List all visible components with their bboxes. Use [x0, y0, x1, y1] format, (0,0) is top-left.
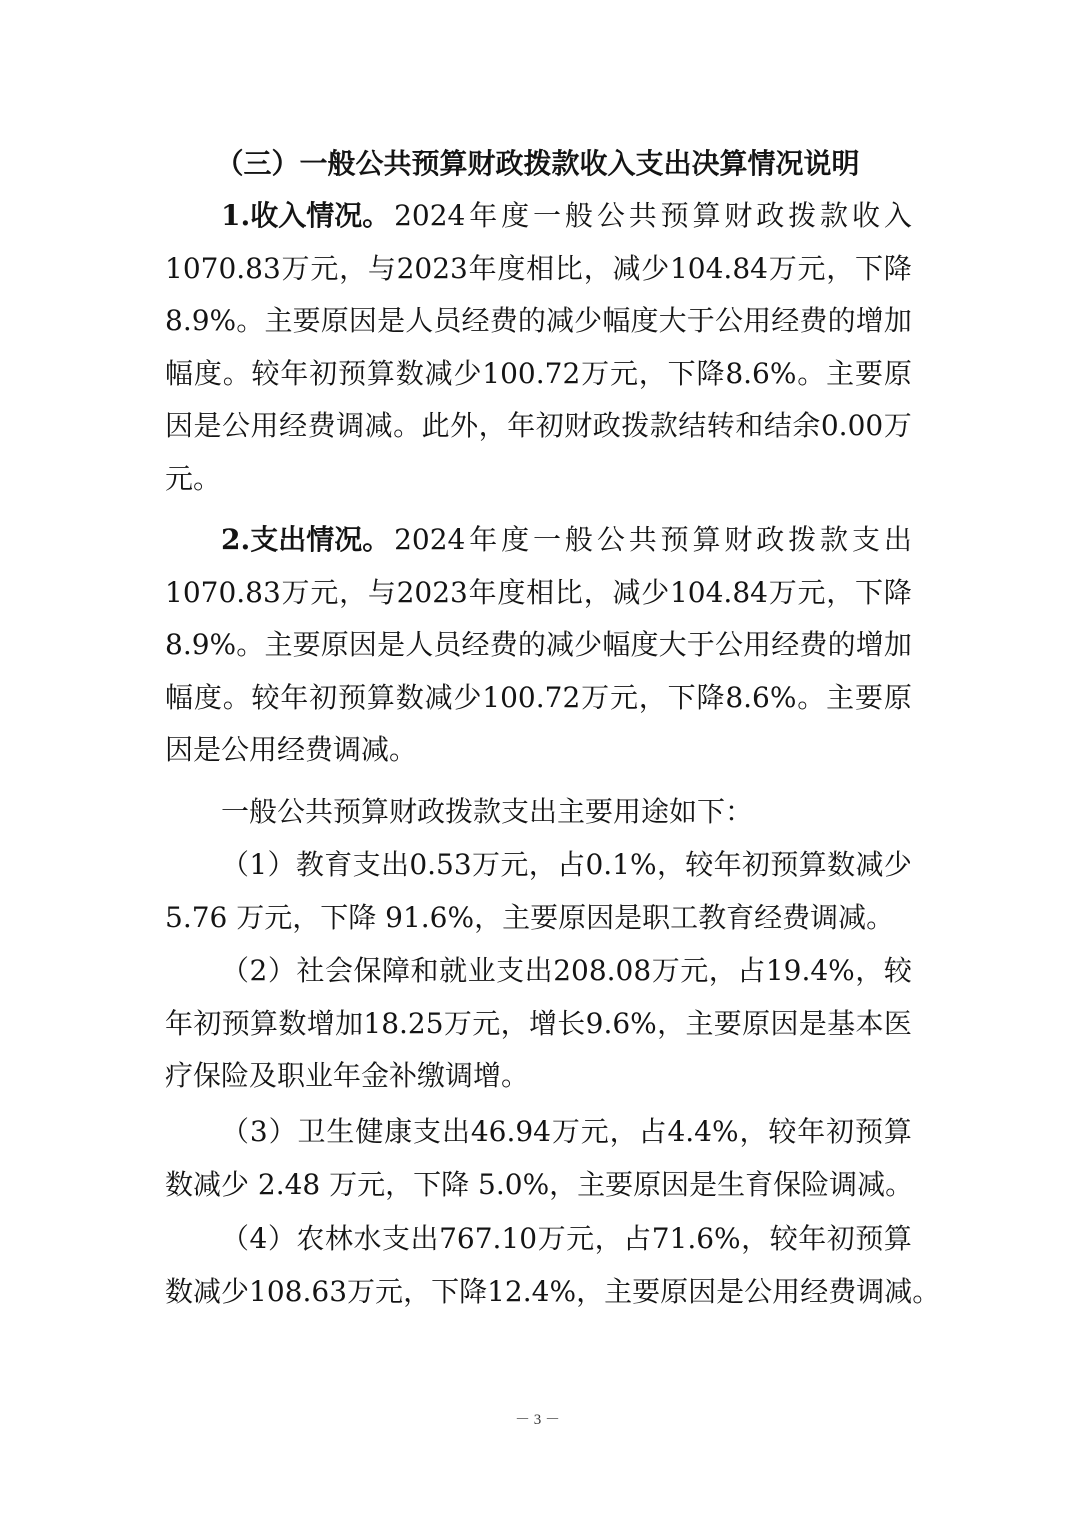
paragraph-line: （ 4 ） 农 林 水 支 出 767.10 万 元 ， 占 71.6% ， 较 年 初 预 算	[221, 1222, 912, 1255]
paragraph-line: （ 2 ） 社 会 保 障 和 就 业 支 出 208.08 万 元 ， 占 19.4% ， 较	[221, 954, 912, 987]
paragraph-line: 数减少 2.48 万元，下降 5.0%，主要原因是生育保险调减。	[165, 1167, 914, 1201]
paragraph-uses-intro	[165, 786, 912, 839]
paragraph-line: 幅 度 。 较 年 初 预 算 数 减 少 100.72 万 元 ， 下 降 8.6% 。 主 要 原	[165, 680, 912, 714]
page-number: － 3 －	[514, 1412, 560, 1428]
paragraph-lead: 1.收入情况。	[221, 199, 391, 232]
paragraph-item-social-security	[165, 945, 912, 1103]
paragraph-line: 1070.83 万 元 ， 与 2023 年 度 相 比 ， 减 少 104.84 万 元 ， 下 降	[165, 575, 912, 609]
paragraph-line: 2.支出情况。 2024 年 度 一 般 公 共 预 算 财 政 拨 款 支 出	[165, 514, 912, 567]
paragraph-line: 1.收入情况。 2024 年 度 一 般 公 共 预 算 财 政 拨 款 收 入	[165, 190, 912, 243]
paragraph-line: （ 3 ） 卫 生 健 康 支 出 46.94 万 元 ， 占 4.4% ， 较 年 初 预 算	[221, 1115, 912, 1148]
paragraph-expenditure	[165, 514, 912, 777]
paragraph-line: 元。	[165, 461, 222, 495]
paragraph-line: 8.9% 。 主 要 原 因 是 人 员 经 费 的 减 少 幅 度 大 于 公 用 经 费 的 增 加	[165, 304, 912, 338]
paragraph-line: 8.9% 。 主 要 原 因 是 人 员 经 费 的 减 少 幅 度 大 于 公 用 经 费 的 增 加	[165, 628, 912, 662]
paragraph-line: 1070.83 万 元 ， 与 2023 年 度 相 比 ， 减 少 104.84 万 元 ， 下 降	[165, 251, 912, 285]
paragraph-line: 数 减 少 108.63 万 元 ， 下 降 12.4% ， 主 要 原 因 是 公 用 经 费 调 减 。	[165, 1274, 941, 1308]
paragraph-lead: 2.支出情况。	[221, 523, 391, 556]
paragraph-line: （ 1 ） 教 育 支 出 0.53 万 元 ， 占 0.1% ， 较 年 初 预 算 数 减 少	[221, 848, 912, 881]
paragraph-item-agriculture	[165, 1213, 941, 1318]
paragraph-line: 疗保险及职业年金补缴调增。	[165, 1059, 530, 1093]
paragraph-line: 因是公用经费调减。	[165, 733, 418, 767]
paragraph-line: 年 初 预 算 数 增 加 18.25 万 元 ， 增 长 9.6% ， 主 要 原 因 是 基 本 医	[165, 1006, 912, 1040]
paragraph-line: 5.76 万元，下降 91.6%，主要原因是职工教育经费调减。	[165, 900, 895, 934]
paragraph-line: 幅 度 。 较 年 初 预 算 数 减 少 100.72 万 元 ， 下 降 8.6% 。 主 要 原	[165, 356, 912, 390]
paragraph-income	[165, 190, 912, 506]
paragraph-item-health	[165, 1106, 912, 1211]
paragraph-line: 因 是 公 用 经 费 调 减 。 此 外 ， 年 初 财 政 拨 款 结 转 和 结 余 0.00 万	[165, 409, 912, 443]
paragraph-item-education	[165, 839, 912, 944]
paragraph-line: 一般公共预算财政拨款支出主要用途如下：	[221, 795, 754, 828]
section-heading: （三）一般公共预算财政拨款收入支出决算情况说明	[215, 147, 860, 180]
